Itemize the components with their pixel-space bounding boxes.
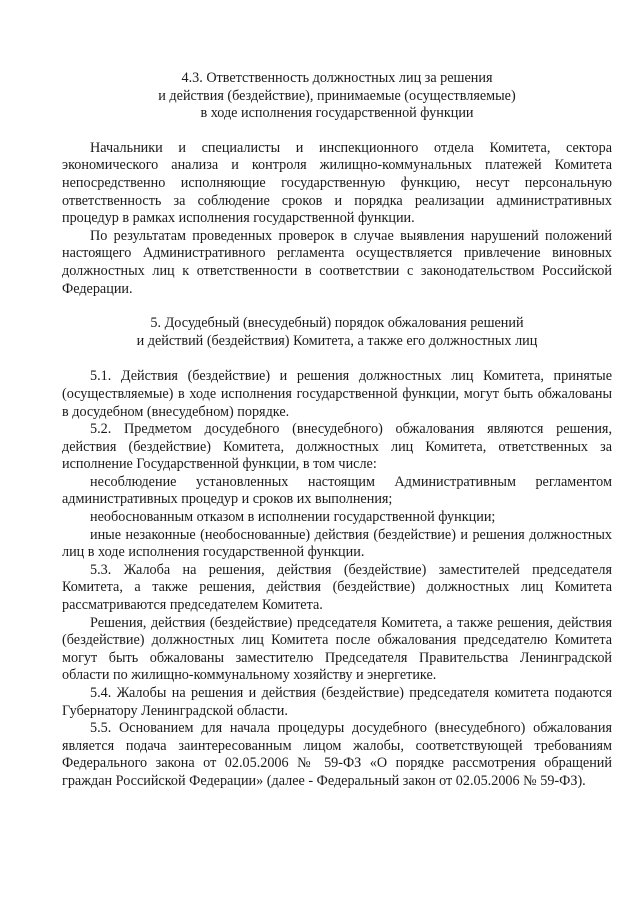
paragraph: Решения, действия (бездействие) председателя Комитета, а также решения, действия (бездействие) должностных лиц Комитета после обжалования председателю Комитета могут быть обжалованы заместителю Председателя Правительства Ленинградской области по жилищно-коммунальному хозяйству и энергетике. — [62, 614, 612, 684]
paragraph-5-1: 5.1. Действия (бездействие) и решения должностных лиц Комитета, принятые (осуществляемые) в ходе исполнения государственной функции, могут быть обжалованы в досудебном (внесудебном) порядке. — [62, 368, 612, 420]
paragraph: Начальники и специалисты и инспекционного отдела Комитета, сектора экономического анализа и контроля жилищно-коммунальных платежей Комитета непосредственно исполняющие государственную функцию, несут персональную ответственность за соблюдение сроков и порядка реализации административных процедур в рамках исполнения государственной функции. — [62, 139, 612, 227]
list-item: иные незаконные (необоснованные) действия (бездействие) и решения должностных лиц в ходе исполнения государственной функции. — [62, 526, 612, 561]
section-4-3-heading-line: в ходе исполнения государственной функции — [200, 105, 474, 122]
section-5-heading-line: и действий (бездействия) Комитета, а также его должностных лиц — [136, 332, 538, 349]
paragraph: По результатам проведенных проверок в случае выявления нарушений положений настоящего Административного регламента осуществляется привлечение виновных должностных лиц к ответственности в соответствии с законодательством Российской Федерации. — [62, 227, 612, 297]
list-item: несоблюдение установленных настоящим Административным регламентом административных процедур и сроков их выполнения; — [62, 473, 612, 508]
section-4-3-body — [62, 140, 612, 298]
section-4-3-heading-line: 4.3. Ответственность должностных лиц за решения — [181, 70, 493, 86]
paragraph-5-4: 5.4. Жалобы на решения и действия (бездействие) председателя комитета подаются Губернатору Ленинградской области. — [62, 685, 612, 719]
paragraph-5-5: 5.5. Основанием для начала процедуры досудебного (внесудебного) обжалования является подача заинтересованным лицом жалобы, соответствующей требованиям Федерального закона от 02.05.2006 № 59-ФЗ «О порядке рассмотрения обращений граждан Российской Федерации» (далее - Федеральный закон от 02.05.2006 № 59-ФЗ). — [62, 720, 612, 789]
list-item: необоснованным отказом в исполнении государственной функции; — [90, 509, 496, 526]
paragraph-5-3: 5.3. Жалоба на решения, действия (бездействие) заместителей председателя Комитета, а также решения, действия (бездействие) должностных лиц Комитета рассматриваются председателем Комитета. — [62, 561, 612, 614]
section-5-body — [62, 368, 612, 790]
section-5-heading-line: 5. Досудебный (внесудебный) порядок обжалования решений — [150, 315, 524, 332]
section-4-3-heading — [62, 70, 612, 123]
paragraph-5-2: 5.2. Предметом досудебного (внесудебного) обжалования являются решения, действия (бездействие) Комитета, должностных лиц Комитета, ответственных за исполнение Государственной функции, в том числе: — [62, 421, 612, 473]
section-4-3-heading-line: и действия (бездействие), принимаемые (осуществляемые) — [158, 87, 516, 104]
section-5-heading — [62, 315, 612, 350]
document-page — [62, 70, 612, 791]
